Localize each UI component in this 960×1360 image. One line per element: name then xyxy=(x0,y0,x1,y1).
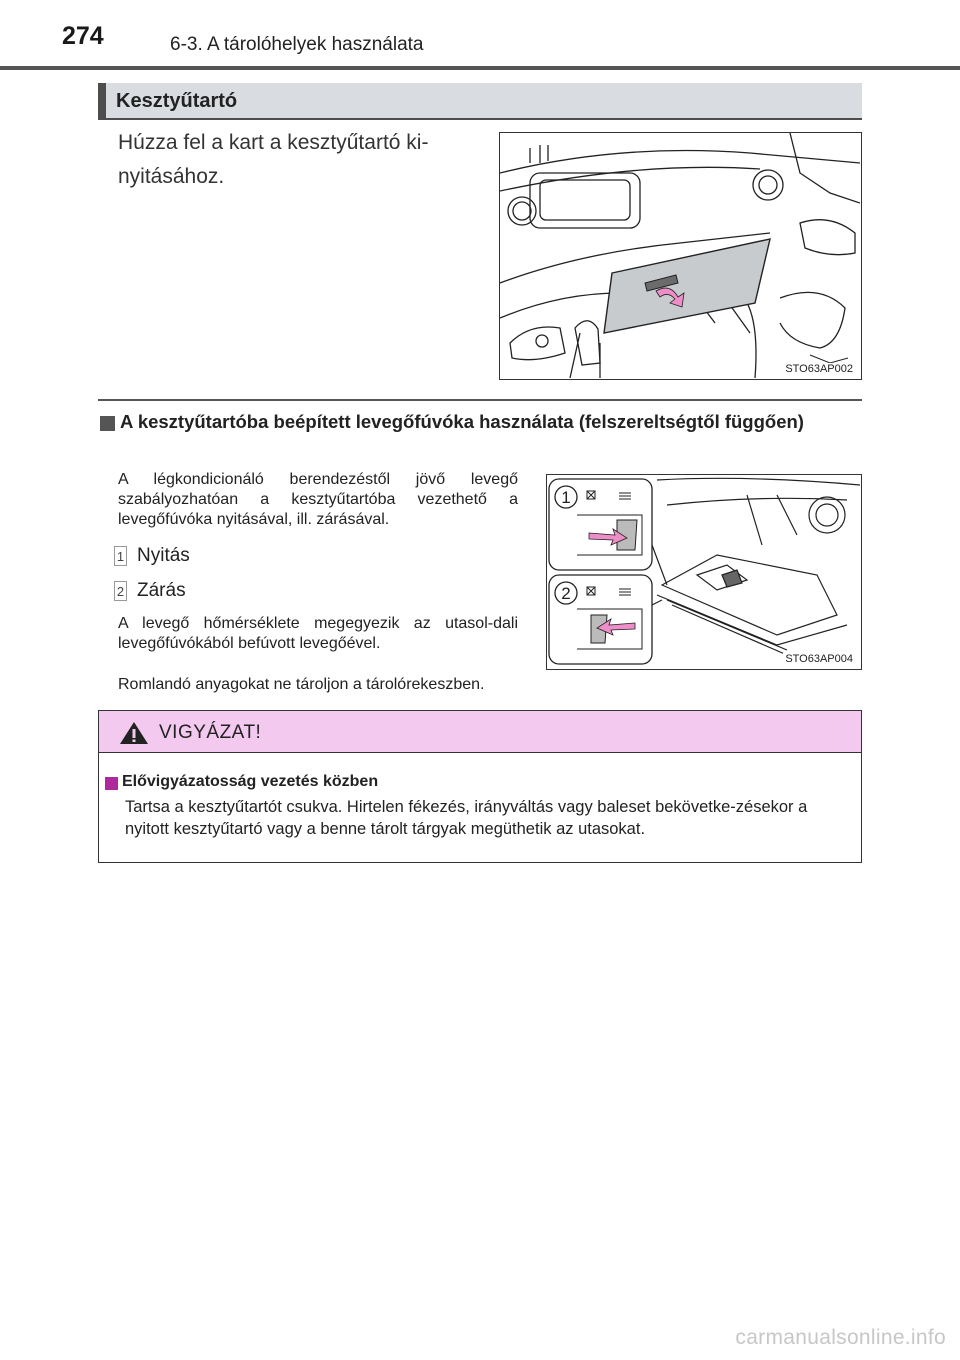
chapter-title: 6-3. A tárolóhelyek használata xyxy=(170,34,424,55)
intro-text: Húzza fel a kart a kesztyűtartó ki-nyitásához. xyxy=(118,131,429,188)
warning-bullet-icon xyxy=(105,777,118,790)
item-label: Nyitás xyxy=(137,545,190,566)
air-vent-figure xyxy=(546,474,862,670)
subsection-marker-icon xyxy=(100,416,115,431)
subsection-heading: A kesztyűtartóba beépített levegőfúvóka használata (felszereltségtől függően) xyxy=(120,411,804,432)
item-number: 1 xyxy=(114,546,127,566)
glovebox-illustration xyxy=(500,133,860,378)
warning-box xyxy=(98,710,862,863)
list-item xyxy=(114,580,186,602)
figure-code: STO63AP004 xyxy=(785,653,853,665)
callout-label-2: 2 xyxy=(561,584,571,603)
watermark: carmanualsonline.info xyxy=(735,1326,946,1349)
section-divider xyxy=(98,399,862,401)
warning-text: Tartsa a kesztyűtartót csukva. Hirtelen fékezés, irányváltás vagy baleset bekövetke-zésekor a nyitott kesztyűtartó vagy a benne tárolt tárgyak megüthetik az utasokat. xyxy=(125,798,808,838)
figure-code: STO63AP002 xyxy=(785,363,853,375)
glovebox-figure xyxy=(499,132,862,380)
paragraph-temperature: A levegő hőmérséklete megegyezik az utasol-dali levegőfúvókából befúvott levegőével. xyxy=(118,615,518,652)
warning-title: VIGYÁZAT! xyxy=(159,722,262,743)
section-header xyxy=(98,83,862,120)
section-title: Kesztyűtartó xyxy=(116,90,238,112)
header-rule xyxy=(0,66,960,70)
list-item xyxy=(114,545,190,567)
warning-subheading: Elővigyázatosság vezetés közben xyxy=(122,773,379,790)
air-vent-illustration xyxy=(547,475,860,668)
warning-header xyxy=(99,711,861,753)
warning-triangle-icon xyxy=(119,721,149,750)
paragraph-airflow: A légkondicionáló berendezéstől jövő levegő szabályozhatóan a kesztyűtartóba vezethető a levegőfúvóka nyitásával, ill. zárásával. xyxy=(118,471,518,528)
paragraph-perishables: Romlandó anyagokat ne tároljon a tárolórekeszben. xyxy=(118,676,485,693)
item-label: Zárás xyxy=(137,580,186,601)
item-number: 2 xyxy=(114,581,127,601)
page-number: 274 xyxy=(62,22,104,50)
callout-label-1: 1 xyxy=(561,488,571,507)
